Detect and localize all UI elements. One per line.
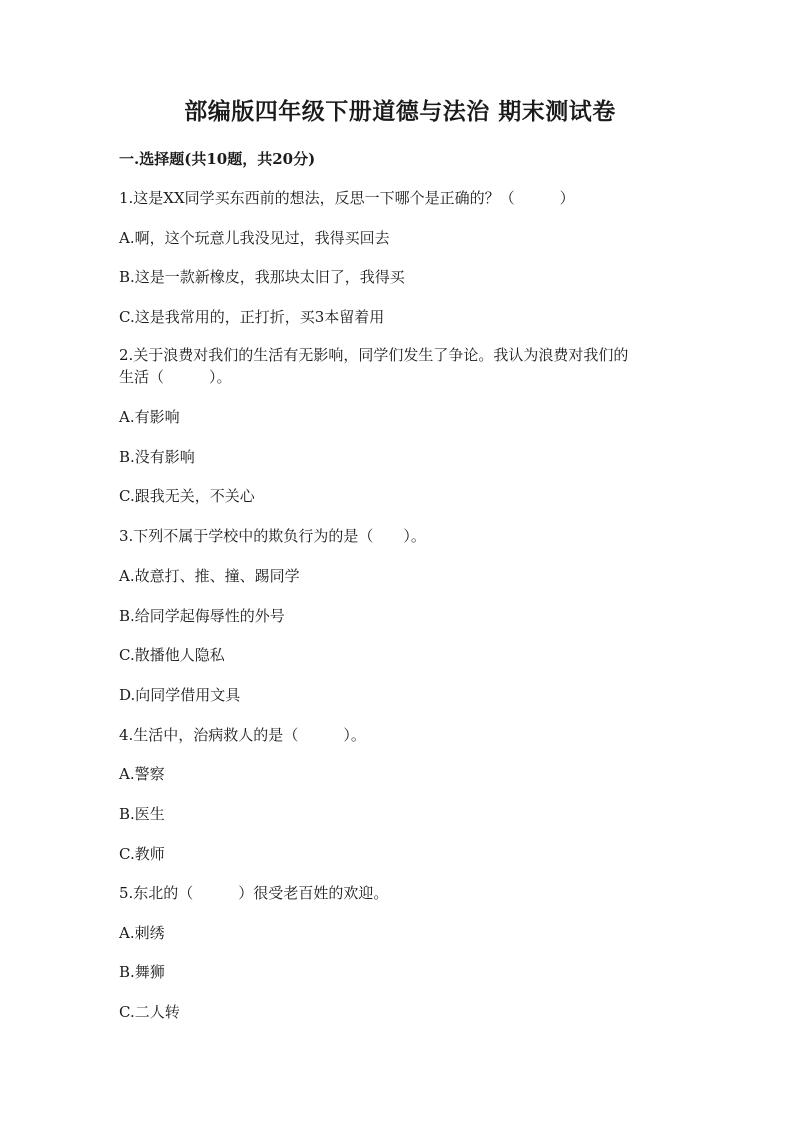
question-5-stem: 5.东北的（ ）很受老百姓的欢迎。 [119,884,389,902]
question-1-option-a: A.啊，这个玩意儿我没见过，我得买回去 [119,229,390,247]
question-4-stem: 4.生活中，治病救人的是（ ）。 [119,726,366,744]
question-2-stem-line-2: 生活（ ）。 [119,368,232,386]
question-4-option-b: B.医生 [119,805,165,823]
question-2-option-c: C.跟我无关，不关心 [119,487,255,505]
question-2-stem-line-1: 2.关于浪费对我们的生活有无影响，同学们发生了争论。我认为浪费对我们的 [119,346,629,364]
question-4-option-c: C.教师 [119,845,165,863]
question-1-option-c: C.这是我常用的，正打折，买3本留着用 [119,308,385,326]
question-5-option-c: C.二人转 [119,1003,180,1021]
question-3-option-d: D.向同学借用文具 [119,686,241,704]
question-1-stem: 1.这是XX同学买东西前的想法，反思一下哪个是正确的？（ ） [119,189,575,207]
question-3-option-c: C.散播他人隐私 [119,646,225,664]
question-3-option-a: A.故意打、推、撞、踢同学 [119,567,300,585]
question-2-option-a: A.有影响 [119,408,180,426]
section-heading: 一.选择题(共10题，共20分) [119,150,316,168]
question-5-option-a: A.刺绣 [119,924,165,942]
question-3-stem: 3.下列不属于学校中的欺负行为的是（ ）。 [119,527,426,545]
question-4-option-a: A.警察 [119,765,165,783]
question-3-option-b: B.给同学起侮辱性的外号 [119,607,285,625]
question-1-option-b: B.这是一款新橡皮，我那块太旧了，我得买 [119,268,405,286]
page-title: 部编版四年级下册道德与法治 期末测试卷 [184,98,616,125]
question-5-option-b: B.舞狮 [119,963,165,981]
question-2-option-b: B.没有影响 [119,448,195,466]
